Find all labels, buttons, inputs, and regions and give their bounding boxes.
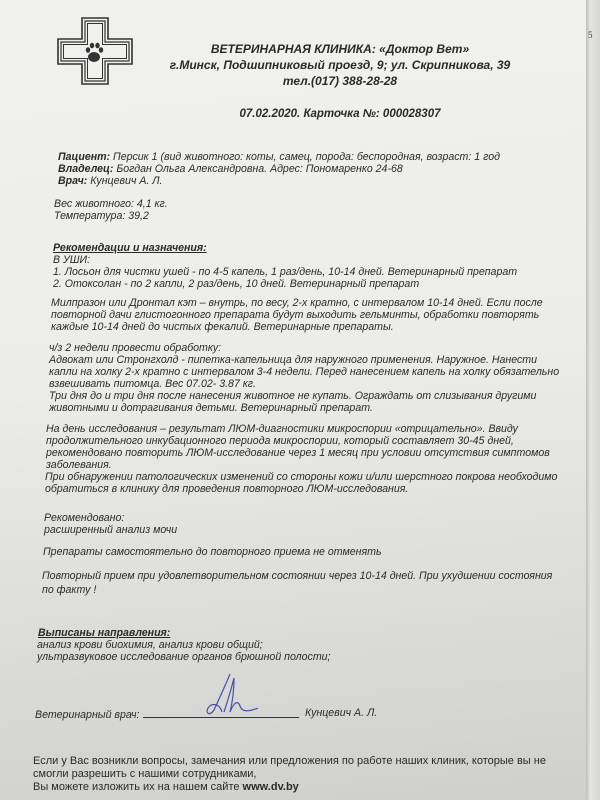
diagnostics-line: продолжительного инкубационного периода микроспории, который составляет 30-45 дней, [46, 435, 514, 447]
treatment-line: взвешивать питомца. Вес 07.02- 3.87 кг. [49, 378, 256, 390]
weight: Вес животного: 4,1 кг. [54, 198, 168, 210]
ears-item: 1. Лосьон для чистки ушей - по 4-5 капель, 1 раз/день, 10-14 дней. Ветеринарный препарат [53, 266, 518, 278]
recommended-label: Рекомендовано: [44, 512, 125, 524]
temperature: Температура: 39,2 [54, 210, 149, 222]
doctor-line [58, 175, 163, 187]
adjacent-paper-edge [586, 0, 600, 800]
patient-value: Персик 1 (вид животного: коты, самец, порода: беспородная, возраст: 1 год [113, 151, 500, 163]
treatment-line: Адвокат или Стронгхолд - пипетка-капельница для наружного применения. Наружное. Нанести [49, 354, 537, 366]
deworming-line: повторной дачи глистогонного препарата будут выходить гельминты, обработки повторять [51, 309, 540, 321]
owner-line [58, 163, 403, 175]
recommendations-heading: Рекомендации и назначения: [53, 242, 207, 254]
treatment-line: Три дня до и три дня после нанесения животное не купать. Ограждать от слизывания другими [49, 390, 537, 402]
ears-item: 2. Отоксолан - по 2 капли, 2 раз/день, 10 дней. Ветеринарный препарат [53, 278, 420, 290]
owner-value: Богдан Ольга Александровна. Адрес: Пономаренко 24-68 [116, 163, 403, 175]
treatment-line: капли на холку 2-х кратно с интервалом 3-4 недели. Перед нанесением капель на холку обязательно [49, 366, 560, 378]
patient-label: Пациент: [58, 151, 111, 163]
patient-line [58, 151, 500, 163]
diagnostics-line: заболевания. [46, 459, 112, 471]
treatment-line: животными и дотрагивания детьми. Ветеринарный препарат. [49, 402, 373, 414]
diagnostics-line: рекомендовано повторить ЛЮМ-исследование через 1 месяц при условии отсутствия симптомов [46, 447, 550, 459]
clinic-phone: тел.(017) 388-28-28 [282, 74, 398, 88]
footer-text: Вы можете изложить их на нашем сайте [33, 781, 240, 793]
doctor-label: Врач: [58, 175, 88, 187]
footer-line-site [33, 781, 299, 793]
card-number-line: 07.02.2020. Карточка №: 000028307 [239, 108, 441, 120]
edge-text: 5 [588, 30, 593, 40]
deworming-line: Милпразон или Дронтал кэт – внутрь, по весу, 2-х кратно, с интервалом 10-14 дней. Если после [51, 297, 543, 309]
doctor-value: Кунцевич А. Л. [90, 175, 163, 187]
revisit-line: Повторный прием при удовлетворительном состоянии через 10-14 дней. При ухудшении состояния [42, 570, 553, 582]
diagnostics-line: На день исследования – результат ЛЮМ-диагностики микроспории «отрицательно». Ввиду [46, 423, 518, 435]
owner-label: Владелец: [58, 163, 114, 175]
signature-label: Ветеринарный врач: [35, 709, 140, 721]
treatment-line: ч/з 2 недели провести обработку: [49, 342, 222, 354]
do-not-cancel-note: Препараты самостоятельно до повторного приема не отменять [43, 546, 382, 558]
ears-label: В УШИ: [53, 254, 91, 266]
referral-line: анализ крови биохимия, анализ крови общий; [37, 639, 263, 651]
footer-line: смогли разрешить с нашими сотрудниками, [33, 768, 257, 780]
signature-doctor-name: Кунцевич А. Л. [305, 707, 378, 719]
website-link[interactable]: www.dv.by [242, 781, 299, 793]
referral-line: ультразвуковое исследование органов брюшной полости; [37, 651, 331, 663]
diagnostics-line: обратиться в клинику для проведения повторного ЛЮМ-исследования. [45, 483, 409, 495]
handwritten-signature [200, 672, 260, 722]
diagnostics-line: При обнаружении патологических изменений со стороны кожи и/или шерстного покрова необходимо [45, 471, 558, 483]
revisit-line: по факту ! [42, 584, 97, 596]
paw-print-icon [86, 43, 103, 62]
footer-line: Если у Вас возникли вопросы, замечания или предложения по работе наших клиник, которые вы не [33, 755, 546, 767]
deworming-line: каждые 10-14 дней до чистых фекалий. Ветеринарные препараты. [51, 321, 394, 333]
referrals-heading: Выписаны направления: [38, 627, 171, 639]
clinic-logo-cross-icon [57, 17, 133, 85]
clinic-name: ВЕТЕРИНАРНАЯ КЛИНИКА: «Доктор Вет» [210, 42, 470, 56]
clinic-address: г.Минск, Подшипниковый проезд, 9; ул. Скрипникова, 39 [169, 58, 511, 72]
recommended-value: расширенный анализ мочи [44, 524, 178, 536]
